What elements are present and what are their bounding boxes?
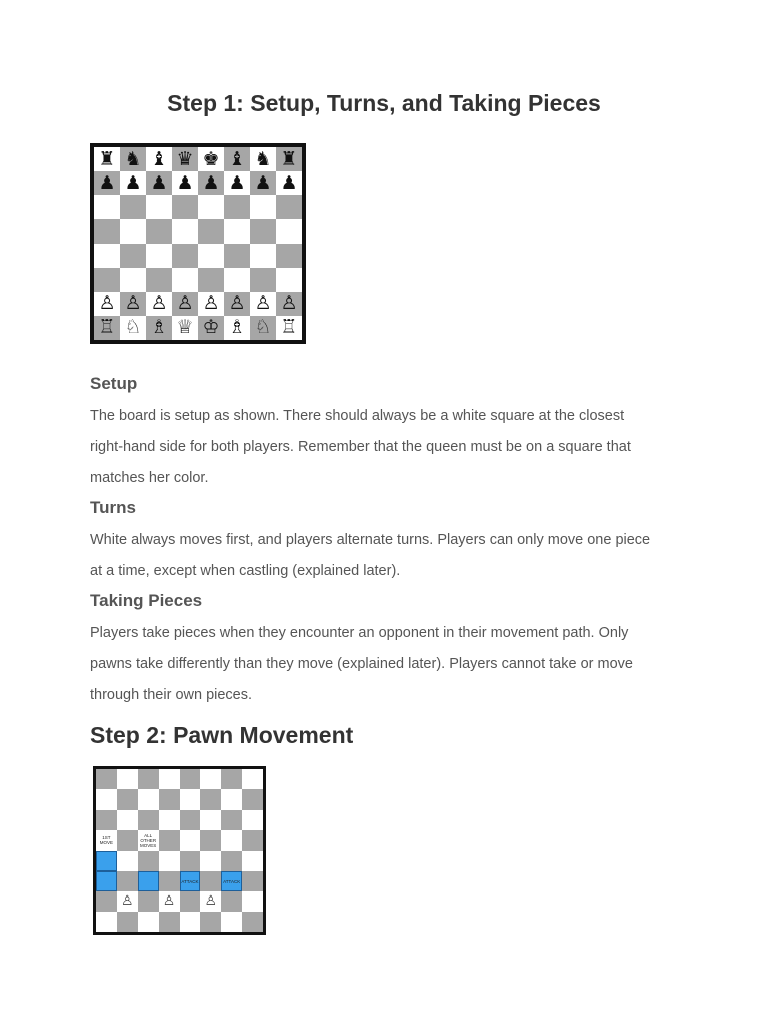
chess-piece-square (224, 147, 250, 171)
chess-piece-square (198, 316, 224, 340)
board-square (94, 268, 120, 292)
board-square (159, 871, 180, 891)
chess-piece-icon: ♘ (254, 316, 272, 339)
board-square (200, 769, 221, 789)
board-square (242, 810, 263, 830)
chess-piece-icon: ♙ (228, 292, 246, 315)
turns-heading: Turns (90, 498, 136, 517)
board-square (250, 268, 276, 292)
chess-piece-square (198, 171, 224, 195)
setup-line: matches her color. (90, 470, 209, 486)
chess-piece-icon: ♖ (98, 316, 116, 339)
setup-line: right-hand side for both players. Remember that the queen must be on a square that (90, 439, 631, 455)
board-square (221, 769, 242, 789)
all-other-moves-label: ALL OTHER MOVES (140, 832, 157, 848)
board-square (198, 195, 224, 219)
board-square (138, 810, 159, 830)
board-square (146, 219, 172, 243)
board-square (200, 912, 221, 932)
board-square (159, 769, 180, 789)
chess-piece-icon: ♟ (228, 171, 246, 194)
chess-piece-square (198, 292, 224, 316)
board-square (94, 195, 120, 219)
chess-piece-icon: ♟ (202, 171, 220, 194)
board-square (242, 830, 263, 850)
board-square (221, 891, 242, 911)
board-square (250, 195, 276, 219)
chess-piece-square (250, 171, 276, 195)
board-square (198, 219, 224, 243)
board-square (117, 789, 138, 809)
chess-piece-square (250, 292, 276, 316)
chess-piece-square (276, 316, 302, 340)
board-square (221, 789, 242, 809)
board-square (172, 195, 198, 219)
board-square (146, 195, 172, 219)
taking-pieces-line: through their own pieces. (90, 687, 253, 703)
chess-piece-square (224, 316, 250, 340)
setup-line: The board is setup as shown. There should always be a white square at the closest (90, 408, 625, 424)
chess-piece-icon: ♖ (280, 316, 298, 339)
board-square (96, 789, 117, 809)
board-square (198, 244, 224, 268)
board-square (200, 789, 221, 809)
board-square (242, 871, 263, 891)
chess-piece-icon: ♝ (228, 147, 246, 170)
board-square (221, 810, 242, 830)
chess-piece-icon: ♞ (124, 147, 142, 170)
board-square (117, 851, 138, 871)
chess-piece-square (146, 292, 172, 316)
chess-piece-square (172, 147, 198, 171)
board-square (200, 810, 221, 830)
chess-piece-square (172, 316, 198, 340)
chess-piece-icon: ♟ (280, 171, 298, 194)
chess-piece-square (94, 171, 120, 195)
white-pawn-icon: ♙ (162, 893, 176, 910)
board-square (138, 769, 159, 789)
highlighted-move-square (96, 851, 117, 871)
setup-paragraph (90, 401, 690, 494)
board-square (242, 851, 263, 871)
taking-pieces-line: pawns take differently than they move (explained later). Players cannot take or move (90, 656, 633, 672)
board-square (221, 851, 242, 871)
attack-label: ATTACK (223, 878, 241, 884)
board-square (138, 851, 159, 871)
turns-line: White always moves first, and players alternate turns. Players can only move one piece (90, 532, 651, 548)
chess-piece-square (146, 147, 172, 171)
board-square (94, 219, 120, 243)
chessboard-setup-diagram (90, 143, 306, 344)
board-square (117, 891, 138, 911)
board-square (180, 851, 201, 871)
taking-pieces-heading: Taking Pieces (90, 591, 203, 610)
chess-piece-icon: ♚ (202, 147, 220, 170)
board-square (159, 851, 180, 871)
chess-piece-square (94, 147, 120, 171)
chess-piece-icon: ♟ (98, 171, 116, 194)
white-pawn-icon: ♙ (121, 893, 134, 910)
board-square (276, 244, 302, 268)
board-square (200, 891, 221, 911)
board-square (117, 810, 138, 830)
attack-square (180, 871, 201, 891)
board-square (159, 912, 180, 932)
board-square (172, 268, 198, 292)
board-square (242, 769, 263, 789)
board-square (276, 219, 302, 243)
board-square (180, 891, 201, 911)
board-square (172, 244, 198, 268)
board-square (242, 912, 263, 932)
chess-piece-square (146, 171, 172, 195)
turns-paragraph (90, 525, 690, 587)
board-square (221, 912, 242, 932)
chess-piece-icon: ♔ (202, 316, 220, 339)
attack-square (221, 871, 242, 891)
chess-piece-icon: ♟ (124, 171, 142, 194)
chess-piece-icon: ♙ (98, 292, 116, 315)
board-square (200, 871, 221, 891)
chess-piece-icon: ♜ (98, 147, 116, 170)
highlighted-move-square (138, 871, 159, 891)
chess-piece-square (198, 147, 224, 171)
board-square (224, 219, 250, 243)
board-square (96, 769, 117, 789)
board-square (159, 891, 180, 911)
turns-line: at a time, except when castling (explained later). (90, 563, 401, 579)
chess-piece-icon: ♜ (280, 147, 298, 170)
board-square (242, 789, 263, 809)
board-square (117, 830, 138, 850)
chess-piece-square (172, 292, 198, 316)
board-square (146, 268, 172, 292)
board-square (94, 244, 120, 268)
board-square (200, 830, 221, 850)
board-square (276, 195, 302, 219)
step2-title: Step 2: Pawn Movement (90, 722, 354, 748)
board-square (172, 219, 198, 243)
chess-piece-square (276, 292, 302, 316)
board-square (117, 769, 138, 789)
board-square (200, 851, 221, 871)
board-square (96, 891, 117, 911)
chess-piece-square (250, 316, 276, 340)
board-square (224, 268, 250, 292)
chess-piece-square (224, 292, 250, 316)
board-square (138, 830, 159, 850)
chess-piece-icon: ♙ (254, 292, 272, 315)
board-square (224, 244, 250, 268)
chess-piece-icon: ♘ (124, 316, 142, 339)
chess-piece-square (120, 316, 146, 340)
board-square (96, 810, 117, 830)
board-square (117, 871, 138, 891)
chess-piece-square (224, 171, 250, 195)
board-square (159, 830, 180, 850)
first-move-label: 1ST MOVE (99, 835, 114, 846)
taking-pieces-paragraph (90, 618, 690, 711)
board-square (117, 912, 138, 932)
board-square (146, 244, 172, 268)
board-square (120, 244, 146, 268)
board-square (120, 219, 146, 243)
chess-piece-icon: ♟ (254, 171, 272, 194)
board-square (159, 810, 180, 830)
chess-piece-square (120, 171, 146, 195)
board-square (250, 244, 276, 268)
board-square (224, 195, 250, 219)
step1-title: Step 1: Setup, Turns, and Taking Pieces (167, 90, 601, 116)
board-square (138, 891, 159, 911)
chess-piece-icon: ♙ (124, 292, 142, 315)
chess-piece-square (120, 292, 146, 316)
board-square (96, 830, 117, 850)
board-square (276, 268, 302, 292)
chess-piece-square (94, 316, 120, 340)
board-square (138, 912, 159, 932)
chess-piece-icon: ♞ (254, 147, 272, 170)
board-square (159, 789, 180, 809)
chess-piece-icon: ♝ (150, 147, 168, 170)
board-square (250, 219, 276, 243)
board-square (120, 195, 146, 219)
chess-piece-square (146, 316, 172, 340)
board-square (180, 789, 201, 809)
chess-piece-icon: ♙ (202, 292, 220, 315)
board-square (242, 891, 263, 911)
board-square (96, 912, 117, 932)
white-pawn-icon: ♙ (204, 893, 218, 910)
chess-piece-icon: ♙ (280, 292, 298, 315)
board-square (180, 810, 201, 830)
board-square (180, 769, 201, 789)
board-square (180, 912, 201, 932)
setup-heading: Setup (90, 374, 138, 393)
chess-piece-icon: ♙ (150, 292, 168, 315)
board-square (180, 830, 201, 850)
board-square (221, 830, 242, 850)
chess-piece-icon: ♛ (176, 147, 194, 170)
chess-piece-square (250, 147, 276, 171)
board-square (138, 789, 159, 809)
board-square (120, 268, 146, 292)
chess-piece-square (276, 171, 302, 195)
taking-pieces-line: Players take pieces when they encounter an opponent in their movement path. Only (90, 625, 629, 641)
chess-piece-icon: ♗ (150, 316, 168, 339)
chess-piece-icon: ♕ (176, 316, 194, 339)
pawn-movement-diagram (93, 766, 266, 935)
chess-piece-square (172, 171, 198, 195)
chess-piece-square (94, 292, 120, 316)
highlighted-move-square (96, 871, 117, 891)
chess-piece-icon: ♟ (176, 171, 194, 194)
board-square (198, 268, 224, 292)
chess-piece-icon: ♗ (228, 316, 246, 339)
chess-piece-icon: ♙ (176, 292, 194, 315)
chess-piece-icon: ♟ (150, 171, 168, 194)
chess-piece-square (120, 147, 146, 171)
chess-piece-square (276, 147, 302, 171)
attack-label: ATTACK (181, 878, 199, 884)
